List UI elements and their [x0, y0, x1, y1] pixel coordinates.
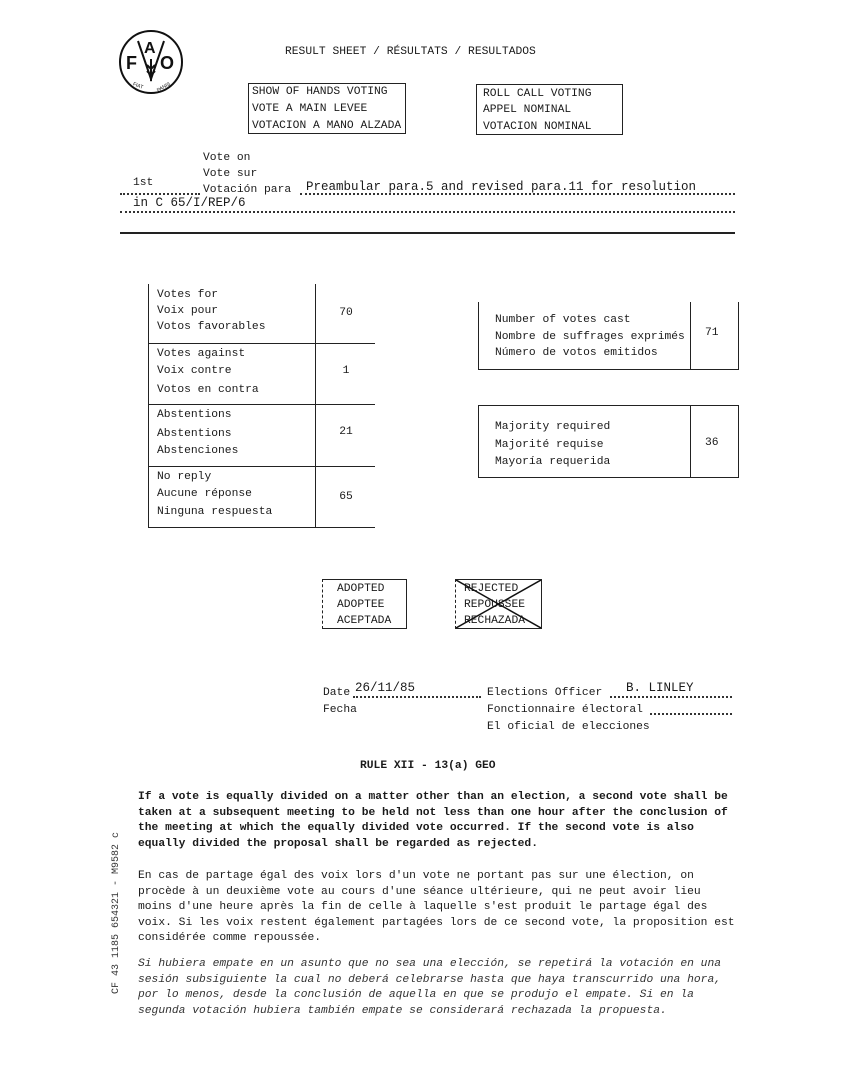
- dotted-line: [300, 193, 735, 195]
- show-of-hands-es: VOTACION A MANO ALZADA: [252, 120, 402, 132]
- roll-call-fr: APPEL NOMINAL: [483, 104, 572, 116]
- row-label-es: Abstenciones: [157, 445, 239, 457]
- majority-fr: Majorité requise: [495, 439, 604, 451]
- rule-text-en: If a vote is equally divided on a matter other than an election, a second vote shall be taken at a subsequent meeting to be held not less than one hour after the conclusion of the meeting at which the equally divided vote occurred. If the second vote is also equally divided the proposal shall be regarded as rejected.: [138, 791, 728, 850]
- svg-text:O: O: [160, 53, 175, 73]
- officer-name: B. LINLEY: [626, 681, 694, 695]
- majority-value: 36: [705, 437, 719, 449]
- no-reply-row: [149, 467, 375, 528]
- votes-against-row: [149, 344, 375, 405]
- svg-text:F: F: [126, 53, 137, 73]
- rejected-fr: REPOUSSEE: [464, 599, 526, 611]
- votacion-para-label: Votación para: [203, 184, 292, 196]
- rule-title: RULE XII - 13(a) GEO: [360, 760, 496, 772]
- row-label-fr: Aucune réponse: [157, 488, 252, 500]
- votes-cast-en: Number of votes cast: [495, 314, 631, 326]
- dotted-line: [120, 211, 735, 213]
- officer-label-fr: Fonctionnaire électoral: [487, 704, 643, 716]
- abstentions-value: 21: [339, 426, 353, 438]
- column-divider: [690, 406, 691, 477]
- majority-box: [478, 405, 739, 478]
- adopted-en: ADOPTED: [337, 583, 385, 595]
- roll-call-box: [476, 84, 623, 135]
- votes-cast-box: [478, 302, 739, 370]
- fecha-label: Fecha: [323, 704, 357, 716]
- adopted-fr: ADOPTEE: [337, 599, 385, 611]
- row-label-es: Votos favorables: [157, 321, 266, 333]
- majority-en: Majority required: [495, 421, 611, 433]
- votes-for-value: 70: [339, 307, 353, 319]
- roll-call-en: ROLL CALL VOTING: [483, 88, 592, 100]
- officer-label-es: El oficial de elecciones: [487, 721, 650, 733]
- row-label-es: Ninguna respuesta: [157, 506, 273, 518]
- row-label-es: Votos en contra: [157, 384, 259, 396]
- column-divider: [690, 302, 691, 369]
- vote-ordinal: 1st: [133, 177, 154, 189]
- adopted-es: ACEPTADA: [337, 615, 392, 627]
- officer-label-en: Elections Officer: [487, 687, 603, 699]
- dotted-line: [610, 696, 732, 698]
- row-label-en: No reply: [157, 471, 212, 483]
- cross-out-mark: [456, 580, 541, 628]
- row-label-fr: Abstentions: [157, 428, 232, 440]
- vote-subject-line2: in C 65/I/REP/6: [133, 196, 246, 210]
- rejected-es: RECHAZADA: [464, 615, 526, 627]
- svg-text:PANIS: PANIS: [155, 81, 172, 94]
- vote-subject-line1: Preambular para.5 and revised para.11 for resolution: [306, 180, 697, 194]
- side-document-code: CF 43 1185 654321 - M9582 c: [111, 831, 122, 995]
- show-of-hands-box: [248, 83, 406, 134]
- results-table: [148, 284, 375, 528]
- row-label-fr: Voix contre: [157, 365, 232, 377]
- fao-logo: [118, 29, 184, 95]
- rule-text-fr: En cas de partage égal des voix lors d'un vote ne portant pas sur une élection, on procède à un deuxième vote au cours d'une séance ultérieure, qui ne peut avoir lieu moins d'une heure après la fin de celle à laquelle s'est produit le partage égal des voix. Si les voix restent également partagées lors de ce second vote, la proposition est considérée comme repoussée.: [138, 870, 735, 944]
- show-of-hands-fr: VOTE A MAIN LEVEE: [252, 103, 368, 115]
- votes-against-value: 1: [342, 365, 350, 377]
- row-label-fr: Voix pour: [157, 305, 219, 317]
- date-label: Date: [323, 687, 351, 699]
- no-reply-value: 65: [339, 491, 353, 503]
- dotted-line: [353, 696, 481, 698]
- votes-cast-es: Número de votos emitidos: [495, 347, 658, 359]
- vote-sur-label: Vote sur: [203, 168, 258, 180]
- svg-text:A: A: [144, 40, 156, 57]
- svg-text:FIAT: FIAT: [131, 81, 144, 91]
- votes-for-row: [149, 284, 375, 344]
- page-title: RESULT SHEET / RÉSULTATS / RESULTADOS: [285, 46, 536, 58]
- dotted-line: [120, 193, 200, 195]
- vote-on-label: Vote on: [203, 152, 251, 164]
- rule-text-es: Si hubiera empate en un asunto que no sea una elección, se repetirá la votación en una sesión subsiguiente la cual no deberá celebrarse hasta que haya transcurrido una hora, por lo menos, desde la conclusión de aquella en que se produjo el empate. Si en la segunda votación hubiera también empate se considerará rechazada la propuesta.: [138, 958, 722, 1017]
- votes-cast-value: 71: [705, 327, 719, 339]
- row-label-en: Votes against: [157, 348, 246, 360]
- roll-call-es: VOTACION NOMINAL: [483, 121, 592, 133]
- date-value: 26/11/85: [355, 681, 416, 695]
- votes-cast-fr: Nombre de suffrages exprimés: [495, 331, 685, 343]
- abstentions-row: [149, 405, 375, 467]
- row-label-en: Abstentions: [157, 409, 232, 421]
- majority-es: Mayoría requerida: [495, 456, 611, 468]
- rejected-en: REJECTED: [464, 583, 519, 595]
- show-of-hands-en: SHOW OF HANDS VOTING: [252, 86, 388, 98]
- divider-line: [120, 232, 735, 234]
- row-label-en: Votes for: [157, 289, 219, 301]
- adopted-box: [322, 579, 407, 629]
- rejected-box: [455, 579, 542, 629]
- dotted-line: [650, 713, 732, 715]
